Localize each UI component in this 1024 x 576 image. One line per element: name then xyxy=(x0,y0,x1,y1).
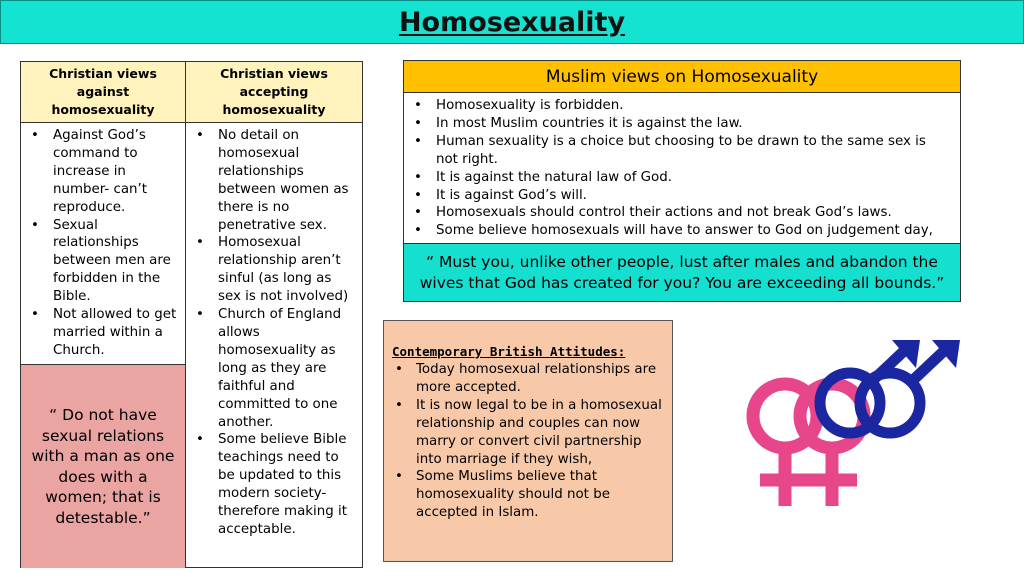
title-bar xyxy=(0,0,1024,44)
page-title: Homosexuality xyxy=(398,6,626,38)
muslim-views-header: Muslim views on Homosexuality xyxy=(404,61,960,93)
list-item: • It is now legal to be in a homosexual relationship and couples can now marry or convert civil partnership into marriage if they wish, xyxy=(392,397,666,469)
list-item: • Homosexual relationship aren’t sinful (as long as sex is not involved) xyxy=(192,234,358,306)
double-female-symbol-icon xyxy=(753,384,864,506)
christian-quote: “ Do not have sexual relations with a man as one does with a women; that is detestable.” xyxy=(21,364,185,568)
list-item: • It is against the natural law of God. xyxy=(412,169,950,187)
list-item: • Some believe Bible teachings need to be updated to this modern society- therefore making it acceptable. xyxy=(192,431,358,538)
christian-accepting-list xyxy=(186,123,362,539)
muslim-views-box xyxy=(403,60,961,302)
double-male-symbol-icon xyxy=(820,350,945,433)
list-item: • Not allowed to get married within a Church. xyxy=(27,306,181,360)
british-attitudes-list xyxy=(392,361,666,522)
list-item: • No detail on homosexual relationships between women as there is no penetrative sex. xyxy=(192,127,358,234)
christian-against-list xyxy=(21,123,185,360)
list-item: • Today homosexual relationships are more accepted. xyxy=(392,361,666,397)
list-item: • Church of England allows homosexuality as long as they are faithful and committed to one another. xyxy=(192,306,358,431)
list-item: • Sexual relationships between men are forbidden in the Bible. xyxy=(27,217,181,307)
muslim-views-list xyxy=(404,93,960,240)
list-item: • Homosexuality is forbidden. xyxy=(412,97,950,115)
christian-against-header: Christian views against homosexuality xyxy=(21,62,185,123)
british-attitudes-box xyxy=(383,320,673,562)
christian-accepting-header: Christian views accepting homosexuality xyxy=(186,62,362,123)
gender-symbols xyxy=(740,338,970,528)
british-attitudes-header: Contemporary British Attitudes: xyxy=(392,344,626,359)
christian-accepting-column xyxy=(186,62,362,567)
list-item: • It is against God’s will. xyxy=(412,187,950,205)
christian-against-column xyxy=(21,62,186,567)
muslim-quote: “ Must you, unlike other people, lust after males and abandon the wives that God has created for you? You are exceeding all bounds.” xyxy=(404,243,960,301)
list-item: • Some believe homosexuals will have to answer to God on judgement day, xyxy=(412,222,950,240)
list-item: • Human sexuality is a choice but choosing to be drawn to the same sex is not right. xyxy=(412,133,950,169)
list-item: • Against God’s command to increase in number- can’t reproduce. xyxy=(27,127,181,217)
list-item: • Some Muslims believe that homosexuality should not be accepted in Islam. xyxy=(392,468,666,522)
list-item: • In most Muslim countries it is against the law. xyxy=(412,115,950,133)
list-item: • Homosexuals should control their actions and not break God’s laws. xyxy=(412,204,950,222)
christian-views-table xyxy=(20,61,363,568)
